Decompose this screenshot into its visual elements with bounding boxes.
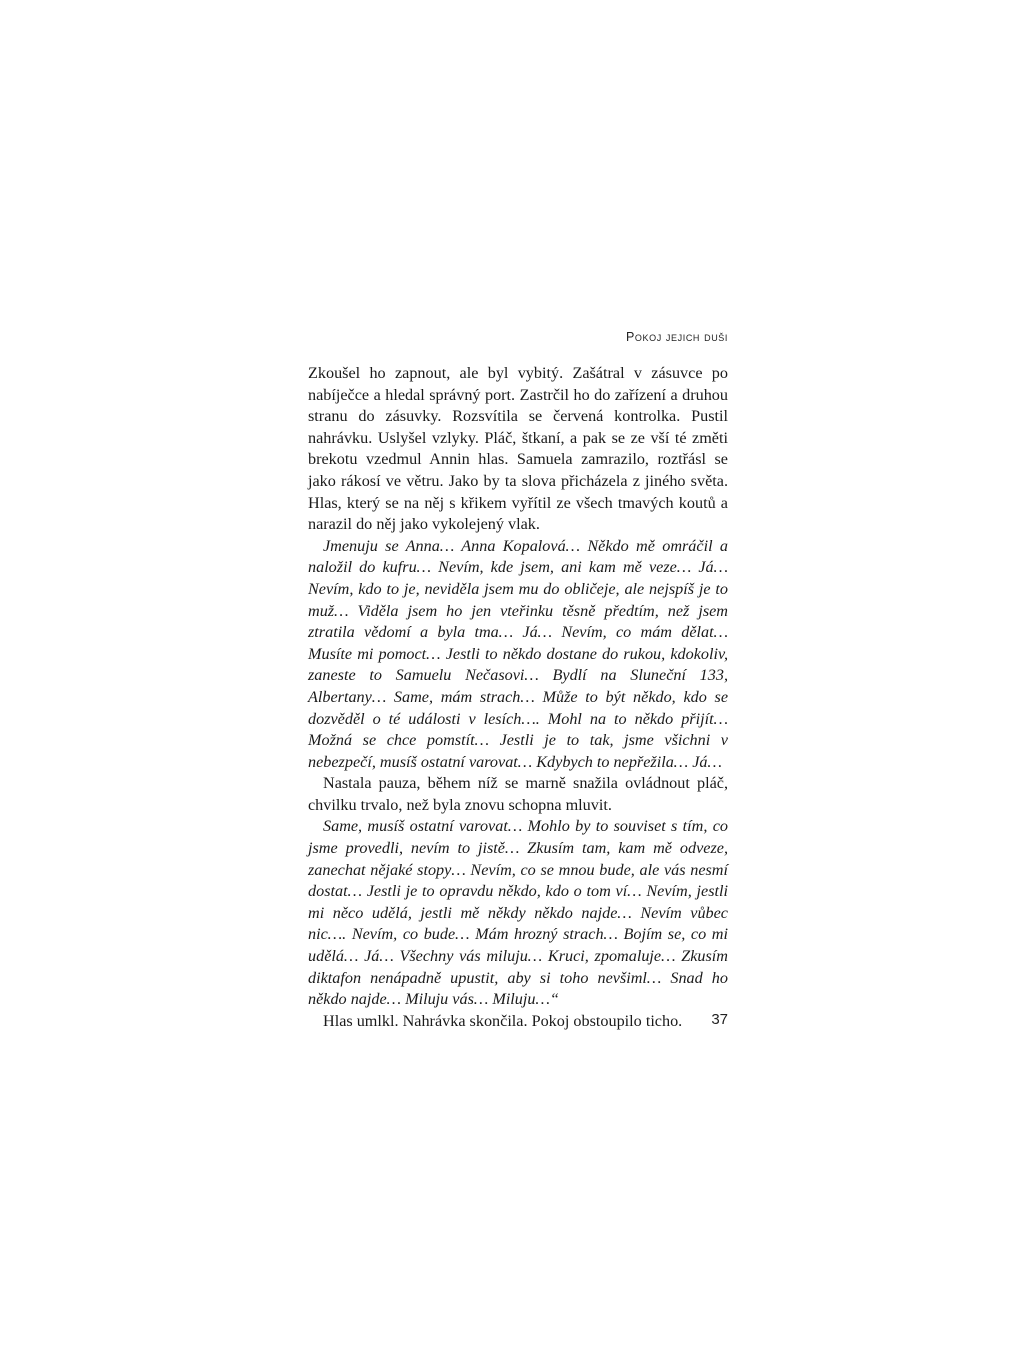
paragraph-narration-1: Zkoušel ho zapnout, ale byl vybitý. Zašátral v zásuvce po nabíječce a hledal správný port. Zastrčil ho do zařízení a druhou stranu do zásuvky. Rozsvítila se červená kontrolka. Pustil nahrávku. Uslyšel vzlyky. Pláč, štkaní, a pak se ze vší té změti brekotu vzedmul Annin hlas. Samuela zamrazilo, roztřásl se jako rákosí ve větru. Jako by ta slova přicházela z jiného světa. Hlas, který se na něj s křikem vyřítil ze všech tmavých koutů a narazil do něj jako vykolejený vlak. bbox=[308, 364, 728, 534]
paragraph-recording-1: Jmenuju se Anna… Anna Kopalová… Někdo mě omráčil a naložil do kufru… Nevím, kde jsem, ani kam mě veze… Já… Nevím, kdo to je, neviděla jsem mu do obličeje, ale nejspíš je to muž… Viděla jsem ho jen vteřinku těsně předtím, než jsem ztratila vědomí a byla tma… Já… Nevím, co mám dělat… Musíte mi pomoct… Jestli to někdo dostane do rukou, kdokoliv, zaneste to Samuelu Nečasovi… Bydlí na Sluneční 133, Albertany… Same, mám strach… Může to být někdo, kdo se dozvěděl o té události v lesích…. Mohl na to někdo přijít… Možná se chce pomstít… Jestli je to tak, jsme všichni v nebezpečí, musíš ostatní varovat… Kdybych to nepřežila… Já… bbox=[308, 536, 728, 771]
running-head-title: Pokoj jejich duši bbox=[626, 330, 728, 344]
paragraph-narration-2: Nastala pauza, během níž se marně snažila ovládnout pláč, chvilku trvalo, než byla znovu schopna mluvit. bbox=[308, 774, 728, 814]
body-text bbox=[308, 363, 728, 1032]
page-number: 37 bbox=[711, 1011, 728, 1028]
paragraph-narration-3: Hlas umlkl. Nahrávka skončila. Pokoj obstoupilo ticho. bbox=[323, 1011, 683, 1030]
paragraph-recording-2: Same, musíš ostatní varovat… Mohlo by to souviset s tím, co jsme provedli, nevím to jistě… Zkusím tam, kam mě odveze, zanechat nějaké stopy… Nevím, co se mnou bude, ale vás nesmí dostat… Jestli je to opravdu někdo, kdo o tom ví… Nevím, jestli mi něco udělá, jestli mě někdy někdo najde… Nevím vůbec nic…. Nevím, co bude… Mám hrozný strach… Bojím se, co mi udělá… Já… Všechny vás miluju… Kruci, zpomaluje… Zkusím diktafon nenápadně upustit, aby si toho nevšiml… Snad ho někdo najde… Miluju vás… Miluju…“ bbox=[308, 817, 728, 1009]
